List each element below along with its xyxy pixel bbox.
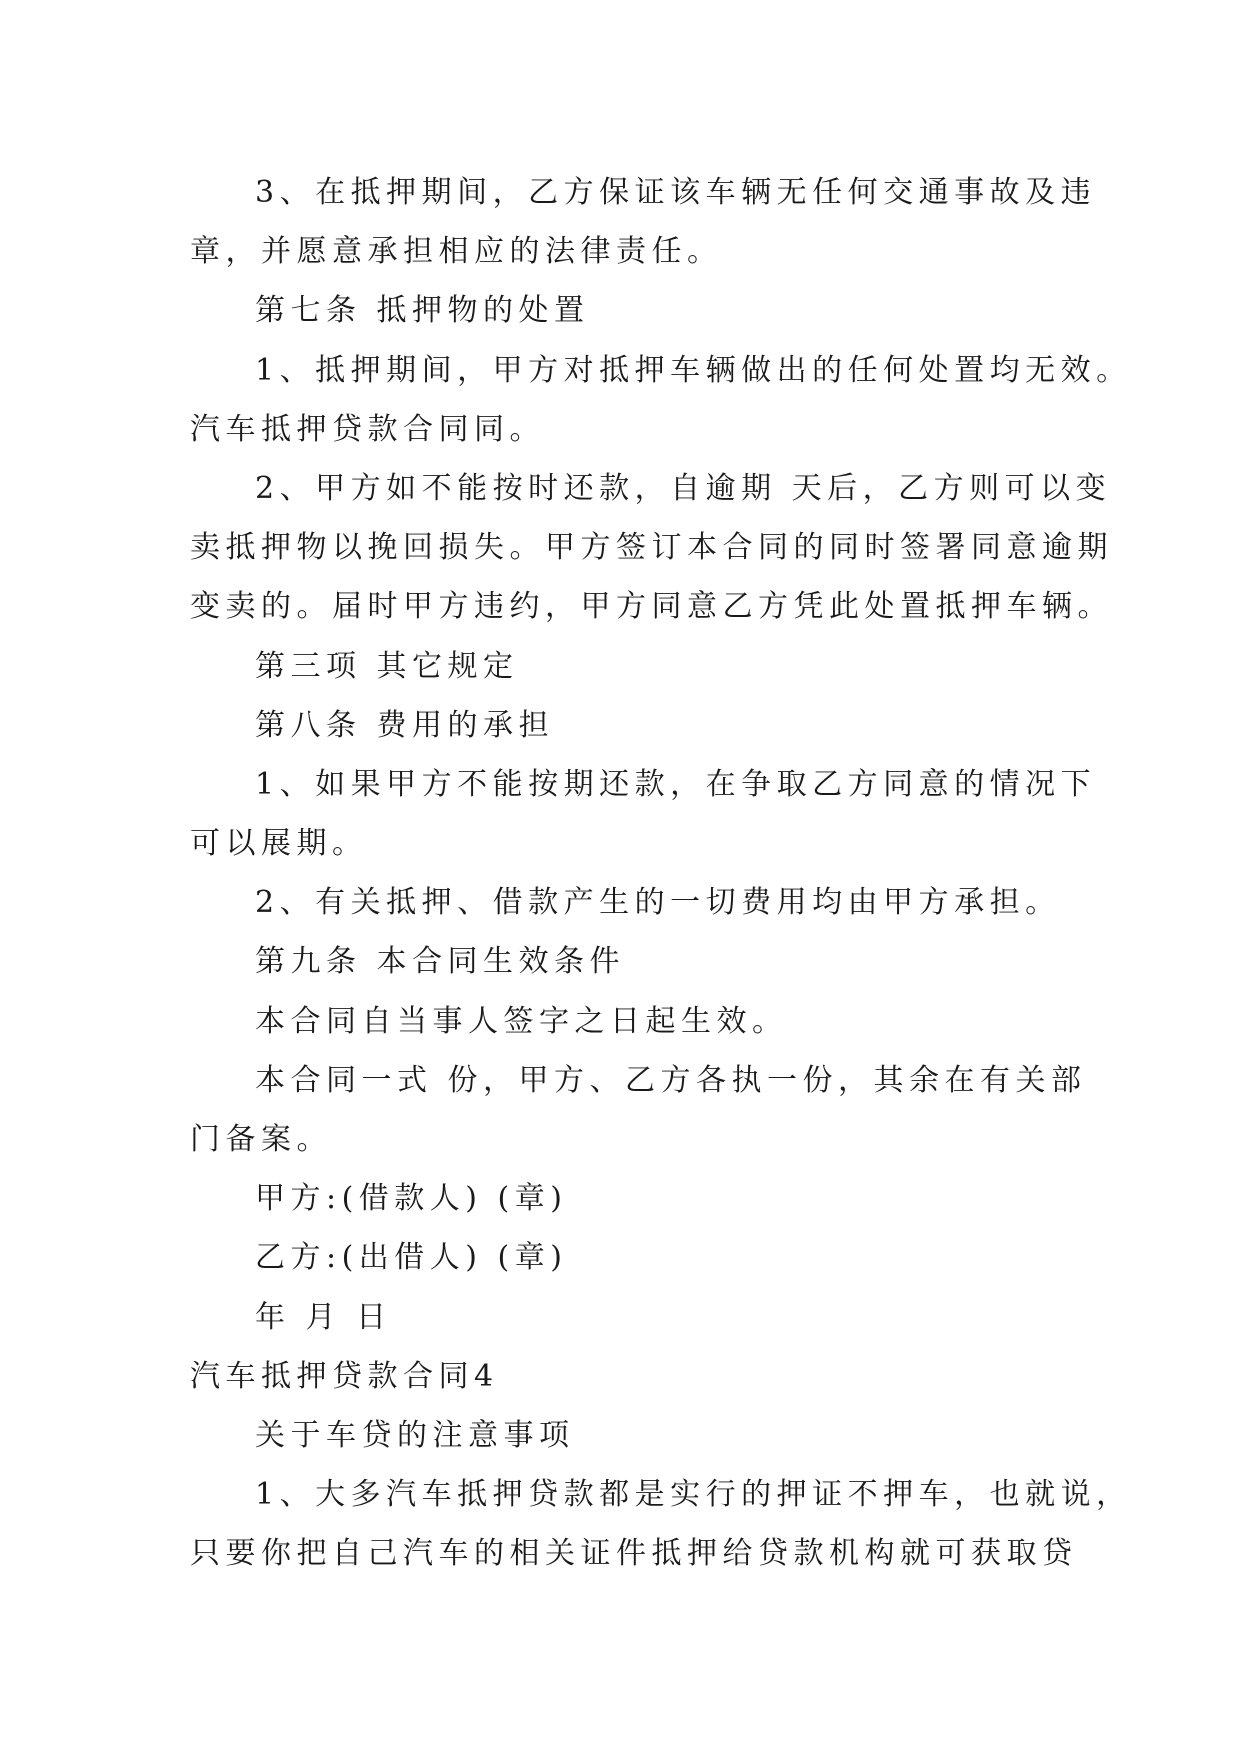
text-line: 3、在抵押期间，乙方保证该车辆无任何交通事故及违 (255, 175, 1097, 210)
text-line: 本合同一式 份，甲方、乙方各执一份，其余在有关部 (255, 1062, 1087, 1098)
text-line: 门备案。 (190, 1122, 332, 1157)
text-line: 变卖的。届时甲方违约，甲方同意乙方凭此处置抵押车辆。 (190, 589, 1113, 625)
section-heading: 第七条 抵押物的处置 (255, 293, 590, 329)
text-line: 汽车抵押贷款合同同。 (190, 411, 545, 447)
section-heading: 第九条 本合同生效条件 (255, 944, 626, 980)
section-heading: 第八条 费用的承担 (255, 707, 555, 743)
signature-line-party-a: 甲方:(借款人) (章) (255, 1181, 568, 1217)
text-line: 卖抵押物以挽回损失。甲方签订本合同的同时签署同意逾期 (190, 530, 1113, 566)
section-heading: 关于车贷的注意事项 (255, 1417, 575, 1453)
text-line: 本合同自当事人签字之日起生效。 (255, 1003, 788, 1039)
document-title: 汽车抵押贷款合同4 (190, 1358, 499, 1394)
text-line: 2、甲方如不能按时还款，自逾期 天后，乙方则可以变 (255, 470, 1112, 506)
text-line: 1、抵押期间，甲方对抵押车辆做出的任何处置均无效。 (255, 352, 1132, 388)
text-line: 1、大多汽车抵押贷款都是实行的押证不押车，也就说， (255, 1477, 1132, 1513)
text-line: 2、有关抵押、借款产生的一切费用均由甲方承担。 (255, 885, 1061, 921)
signature-line-party-b: 乙方:(出借人) (章) (255, 1240, 568, 1276)
text-line: 只要你把自己汽车的相关证件抵押给贷款机构就可获取贷 (190, 1536, 1078, 1572)
document-page (190, 163, 1132, 1584)
text-line: 章，并愿意承担相应的法律责任。 (190, 234, 723, 270)
text-line: 可以展期。 (190, 826, 368, 862)
text-line: 1、如果甲方不能按期还款，在争取乙方同意的情况下 (255, 766, 1097, 802)
section-heading: 第三项 其它规定 (255, 648, 519, 684)
date-line: 年 月 日 (255, 1299, 392, 1335)
